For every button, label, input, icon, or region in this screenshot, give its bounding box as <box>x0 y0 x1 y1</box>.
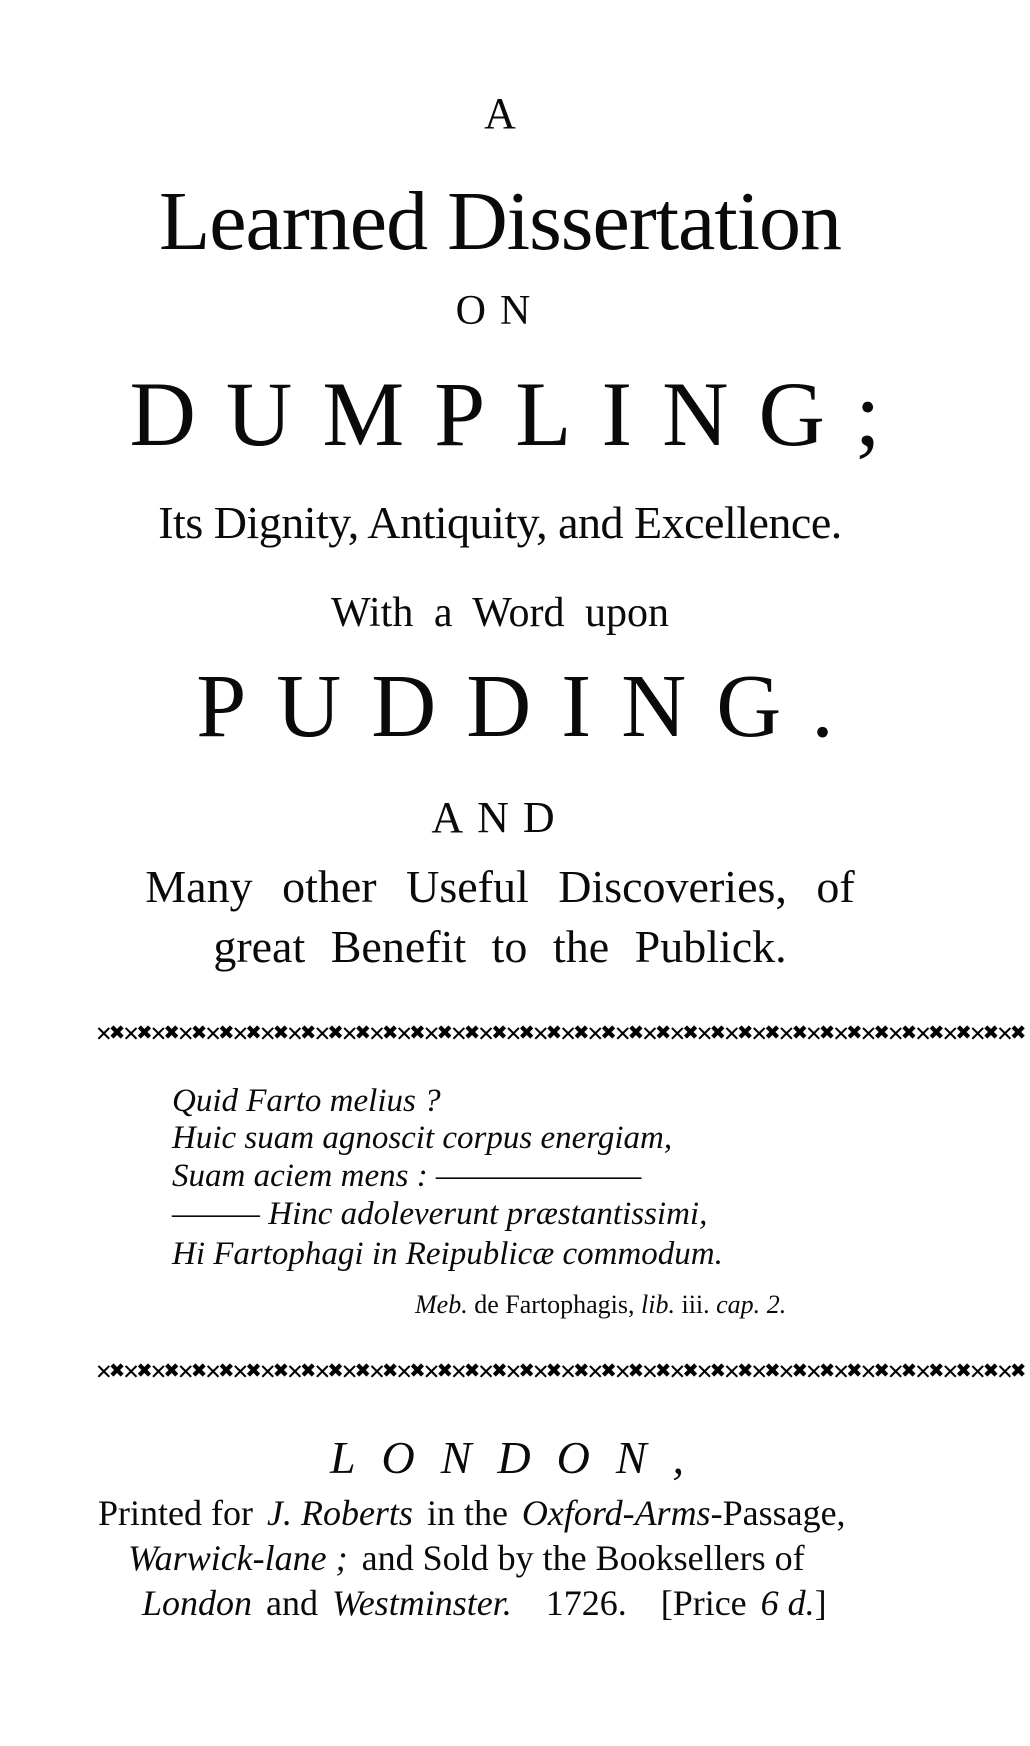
ornamental-rule-bottom: ✕✖✕✖✕✖✕✖✕✖✕✖✕✖✕✖✕✖✕✖✕✖✕✖✕✖✕✖✕✖✕✖✕✖✕✖✕✖✕✖✕✖✕✖✕✖✕✖✕✖✕✖✕✖✕✖✕✖✕✖✕✖✕✖✕✖✕✖ <box>96 1356 1025 1386</box>
epigraph-line-4: ——— Hinc adoleverunt præstantissimi, <box>172 1196 708 1232</box>
title-pudding: PUDDING. <box>196 657 864 756</box>
discoveries-line-2: great Benefit to the Publick. <box>213 921 787 972</box>
attribution-work: de Fartophagis, <box>474 1290 635 1319</box>
imprint-passage: -Passage, <box>710 1493 846 1533</box>
epigraph-attribution <box>415 1290 786 1320</box>
imprint-printer: J. Roberts <box>266 1493 413 1533</box>
imprint-lane: Warwick-lane ; <box>128 1538 348 1578</box>
title-dumpling: DUMPLING; <box>129 363 911 465</box>
epigraph-line-5: Hi Fartophagi in Reipublicæ commodum. <box>172 1236 723 1272</box>
attribution-chapter-number: 2. <box>766 1290 787 1319</box>
epigraph-line-1: Quid Farto melius ? <box>172 1083 441 1119</box>
imprint-line-3 <box>142 1585 827 1621</box>
imprint-year: 1726. <box>545 1583 627 1623</box>
imprint-price-open: [Price <box>660 1583 747 1623</box>
epigraph-line-2: Huic suam agnoscit corpus energiam, <box>172 1120 673 1156</box>
attribution-chapter: cap. <box>716 1290 761 1319</box>
imprint-place: Oxford-Arms <box>521 1493 711 1533</box>
epigraph-line-3: Suam aciem mens : ——————— <box>172 1158 642 1194</box>
title-on: ON <box>455 288 545 334</box>
imprint-city: LONDON, <box>329 1432 711 1483</box>
imprint-westminster: Westminster. <box>332 1583 512 1623</box>
imprint-price-close: ] <box>814 1583 827 1623</box>
imprint-line-2 <box>128 1540 805 1576</box>
imprint-in-the: in the <box>426 1493 508 1533</box>
imprint-and: and <box>266 1583 319 1623</box>
attribution-book: lib. <box>641 1290 675 1319</box>
imprint-sold-by: and Sold by the Booksellers of <box>361 1538 805 1578</box>
imprint-london: London <box>142 1583 253 1623</box>
attribution-author: Meb. <box>415 1290 468 1319</box>
title-article: A <box>484 89 516 138</box>
imprint-line-1 <box>98 1495 846 1531</box>
ornamental-rule-top: ✕✖✕✖✕✖✕✖✕✖✕✖✕✖✕✖✕✖✕✖✕✖✕✖✕✖✕✖✕✖✕✖✕✖✕✖✕✖✕✖✕✖✕✖✕✖✕✖✕✖✕✖✕✖✕✖✕✖✕✖✕✖✕✖✕✖✕✖ <box>96 1018 1025 1048</box>
discoveries-line-1: Many other Useful Discoveries, of <box>145 861 855 912</box>
attribution-book-number: iii. <box>681 1290 710 1319</box>
subtitle: Its Dignity, Antiquity, and Excellence. <box>158 497 842 548</box>
title-main-line: Learned Dissertation <box>158 175 842 268</box>
with-a-word-upon: With a Word upon <box>331 590 669 636</box>
imprint-price-value: 6 d. <box>760 1583 815 1623</box>
title-and: AND <box>431 793 569 842</box>
imprint-printed-for: Printed for <box>98 1493 253 1533</box>
